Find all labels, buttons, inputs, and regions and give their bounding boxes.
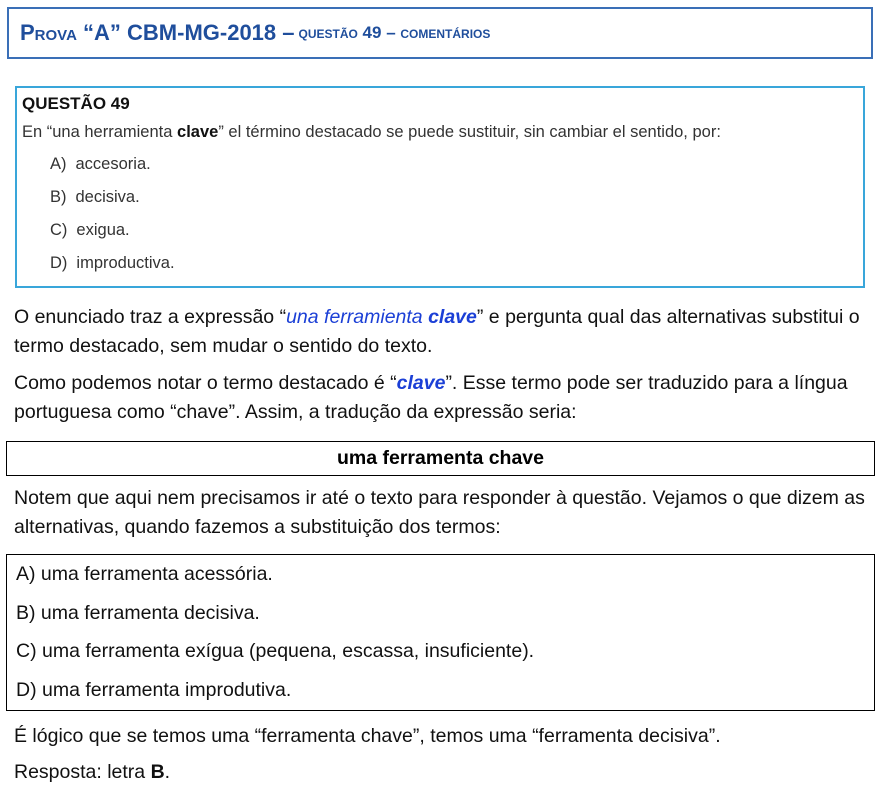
answer-letter: B — [150, 761, 165, 783]
header-title-part2: questão 49 – comentários — [298, 23, 491, 42]
question-box — [15, 86, 865, 288]
question-option — [50, 250, 863, 283]
question-stem-after: ” el término destacado se puede sustituir, sin cambiar el sentido, por: — [218, 123, 721, 141]
paragraph-alternatives-intro: Notem que aqui nem precisamos ir até o texto para responder à questão. Vejamos o que dizem as alternativas, quando fazemos a substituição dos termos: — [14, 487, 865, 538]
p1-expression: una ferramienta — [286, 306, 429, 328]
question-option — [50, 217, 863, 250]
p1-after: ” e pergunta qual das alternativas substitui o termo destacado, sem mudar o sentido do texto. — [14, 306, 860, 357]
answer-line — [14, 758, 872, 787]
answer-label: Resposta: letra — [14, 761, 151, 783]
alternative-line: C) uma ferramenta exígua (pequena, escassa, insuficiente). — [16, 640, 535, 662]
paragraph-conclusion: É lógico que se temos uma “ferramenta chave”, temos uma “ferramenta decisiva”. — [14, 725, 721, 747]
p2-after: ”. Esse termo pode ser traduzido para a língua portuguesa como “chave”. Assim, a tradução da expressão seria: — [14, 372, 848, 423]
paragraph-translation-note — [14, 369, 872, 427]
option-text: exigua. — [76, 221, 130, 239]
paragraph-intro — [14, 303, 872, 361]
option-letter: B) — [50, 188, 67, 206]
answer-suffix: . — [164, 761, 171, 783]
option-letter: C) — [50, 221, 68, 239]
question-option — [50, 184, 863, 217]
page-header — [7, 7, 873, 59]
alternative-line: A) uma ferramenta acessória. — [16, 563, 273, 585]
option-letter: D) — [50, 254, 68, 272]
question-option — [50, 151, 863, 184]
p1-keyword: clave — [428, 306, 477, 328]
question-stem-before: En “una herramienta — [22, 123, 178, 141]
option-text: improductiva. — [76, 254, 175, 272]
alternative-line: D) uma ferramenta improdutiva. — [16, 678, 292, 701]
alternative-line: B) uma ferramenta decisiva. — [16, 601, 260, 624]
p2-before: Como podemos notar o termo destacado é “ — [14, 372, 397, 394]
option-letter: A) — [50, 155, 67, 173]
question-options — [22, 151, 863, 283]
p2-keyword: clave — [396, 372, 446, 394]
alternatives-box — [6, 554, 875, 711]
header-title-part1: Prova “A” CBM-MG-2018 – — [20, 20, 295, 45]
question-title: QUESTÃO 49 — [22, 94, 130, 113]
question-stem-keyword: clave — [177, 123, 219, 141]
question-stem — [22, 121, 863, 143]
p1-before: O enunciado traz a expressão “ — [14, 306, 287, 328]
translation-box: uma ferramenta chave — [6, 441, 875, 476]
option-text: accesoria. — [75, 155, 151, 173]
option-text: decisiva. — [75, 188, 140, 206]
